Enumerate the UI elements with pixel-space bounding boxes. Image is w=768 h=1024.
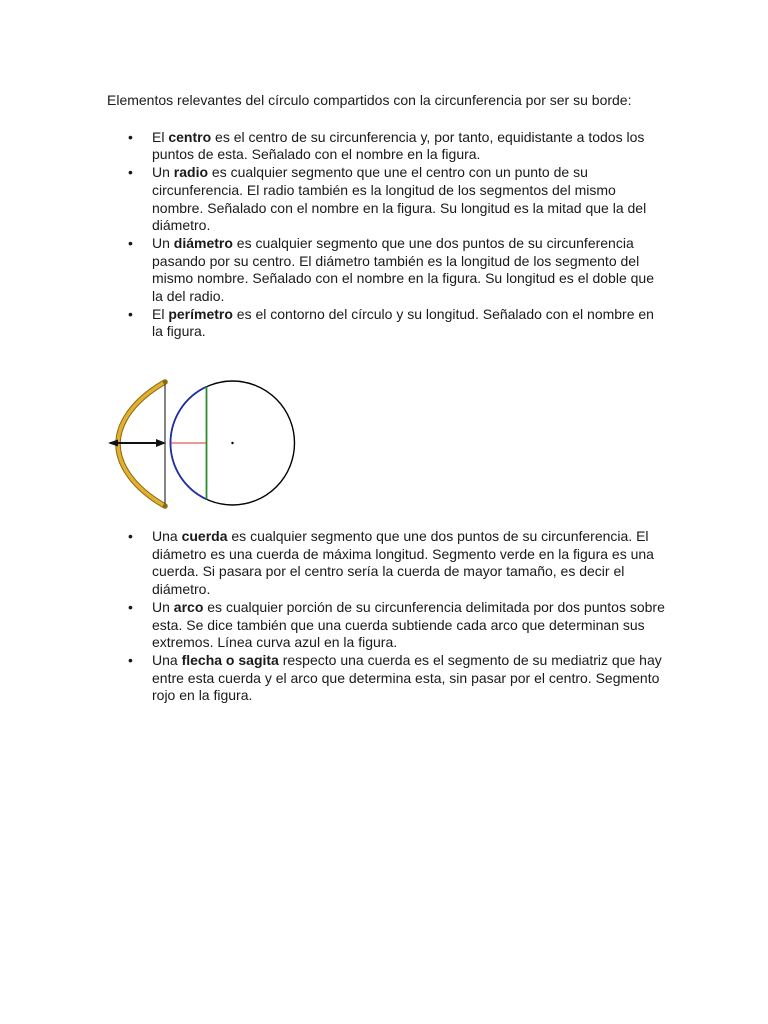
bullet-icon: • xyxy=(128,128,133,145)
bow-tip-top xyxy=(163,380,167,384)
item-term: perímetro xyxy=(168,305,233,322)
list-item-radio xyxy=(107,164,667,235)
item-prefix: Un xyxy=(152,598,174,615)
arrow-head xyxy=(108,440,118,447)
item-prefix: Un xyxy=(152,234,174,251)
item-text: es cualquier segmento que une dos puntos de su circunferencia. El diámetro es una cuerda de máxima longitud. Segmento verde en la figura es una cuerda. Si pasara por el centro sería la cuerda de mayor tamaño, es decir el diámetro. xyxy=(152,528,654,598)
list-item-perimetro xyxy=(107,306,667,341)
bullet-icon: • xyxy=(128,164,133,181)
item-prefix: Una xyxy=(152,528,182,544)
item-text: es cualquier porción de su circunferencia delimitada por dos puntos sobre esta. Se dice también que una cuerda subtiende cada arco que determinan sus extremos. Línea curva azul en la figura. xyxy=(152,598,665,651)
item-text: es cualquier segmento que une dos puntos de su circunferencia pasando por su centro. El diámetro también es la longitud de los segmento del mismo nombre. Señalado con el nombre en la figura. Su longitud es el doble que la del radio. xyxy=(152,234,654,305)
item-term: diámetro xyxy=(173,234,233,251)
bullet-icon: • xyxy=(128,651,133,668)
list-item-centro xyxy=(107,129,667,164)
item-term: centro xyxy=(168,128,212,145)
item-term: arco xyxy=(173,598,204,615)
item-prefix: Un xyxy=(152,164,174,181)
item-text: es el centro de su circunferencia y, por tanto, equidistante a todos los puntos de esta. Señalado con el nombre en la figura. xyxy=(152,128,645,163)
elements-list-1 xyxy=(107,129,667,341)
bullet-icon: • xyxy=(128,528,133,544)
bow-tip-bottom xyxy=(163,504,167,508)
item-term: radio xyxy=(173,164,209,181)
item-term: cuerda xyxy=(181,528,228,544)
bullet-icon: • xyxy=(128,234,133,251)
circle-figure xyxy=(106,376,298,512)
item-prefix: El xyxy=(152,305,169,322)
item-text: es cualquier segmento que une el centro con un punto de su circunferencia. El radio también es la longitud de los segmentos del mismo nombre. Señalado con el nombre en la figura. Su longitud es la mitad que la del diámetro. xyxy=(152,164,647,234)
circle-figure-svg xyxy=(106,376,298,512)
item-text: respecto una cuerda es el segmento de su mediatriz que hay entre esta cuerda y el arco que determina esta, sin pasar por el centro. Segmento rojo en la figura. xyxy=(152,651,662,704)
list-item-diametro xyxy=(107,235,667,306)
list-item-arco xyxy=(107,599,667,652)
intro-paragraph: Elementos relevantes del círculo compartidos con la circunferencia por ser su borde: xyxy=(107,92,632,108)
elements-list-2 xyxy=(107,528,667,705)
bullet-icon: • xyxy=(128,305,133,322)
item-prefix: Una xyxy=(152,651,182,668)
bullet-icon: • xyxy=(128,598,133,615)
item-prefix: El xyxy=(152,128,169,145)
center-point xyxy=(231,442,233,444)
list-item-flecha xyxy=(107,652,667,705)
item-term: flecha o sagita xyxy=(181,651,279,668)
document-body xyxy=(107,92,667,341)
item-text: es el contorno del círculo y su longitud. Señalado con el nombre en la figura. xyxy=(152,305,654,340)
list-item-cuerda xyxy=(107,528,667,599)
